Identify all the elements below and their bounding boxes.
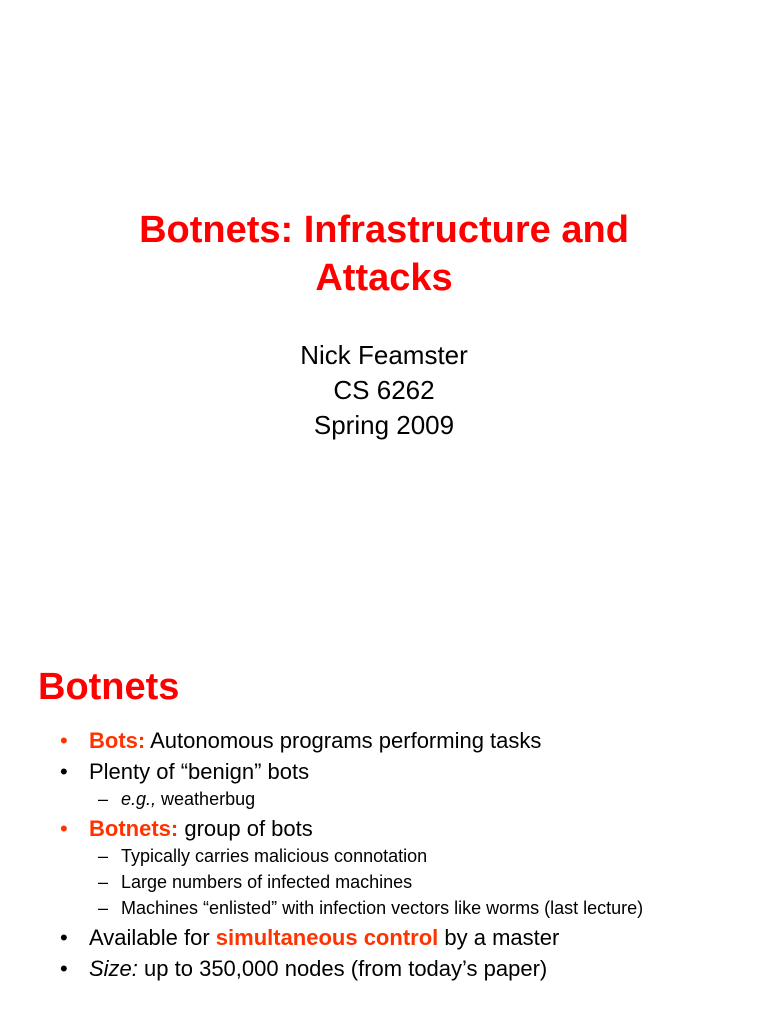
sub-list-item xyxy=(0,897,768,923)
slide-title-line-2: Attacks xyxy=(315,257,453,299)
term-label: Bots: xyxy=(89,728,146,753)
slide-heading: Botnets xyxy=(38,666,180,708)
item-text: weatherbug xyxy=(156,789,256,809)
slide-title xyxy=(0,206,768,302)
list-item xyxy=(0,954,768,985)
dash-icon: – xyxy=(98,898,109,918)
dash-icon: – xyxy=(98,789,109,809)
term: Spring 2009 xyxy=(313,410,455,440)
list-item xyxy=(0,814,768,845)
author-name: Nick Feamster xyxy=(300,340,468,370)
item-italic: Size: xyxy=(89,956,138,981)
list-item xyxy=(0,726,768,757)
item-text: Plenty of “benign” bots xyxy=(89,759,310,784)
item-text: Autonomous programs performing tasks xyxy=(145,728,542,753)
sub-list-item xyxy=(0,871,768,897)
item-text-before: Available for xyxy=(89,925,216,950)
bullet-icon: • xyxy=(60,728,68,753)
item-text: Typically carries malicious connotation xyxy=(121,846,428,866)
item-text: Large numbers of infected machines xyxy=(121,872,413,892)
course-code: CS 6262 xyxy=(333,375,435,405)
term-label: Botnets: xyxy=(89,816,179,841)
sub-list-item xyxy=(0,845,768,871)
bullet-icon: • xyxy=(60,759,68,784)
content-slide xyxy=(0,640,768,1024)
sub-list-item xyxy=(0,788,768,814)
bullet-icon: • xyxy=(60,956,68,981)
item-italic: e.g., xyxy=(121,789,157,809)
item-text: up to 350,000 nodes (from today’s paper) xyxy=(137,956,548,981)
bullet-icon: • xyxy=(60,925,68,950)
dash-icon: – xyxy=(98,872,109,892)
list-item xyxy=(0,757,768,788)
item-text: group of bots xyxy=(178,816,313,841)
bullet-list xyxy=(0,726,768,985)
slide-subtitle xyxy=(0,338,768,443)
bullet-icon: • xyxy=(60,816,68,841)
list-item xyxy=(0,923,768,954)
item-text-after: by a master xyxy=(438,925,560,950)
item-text: Machines “enlisted” with infection vectors like worms (last lecture) xyxy=(121,898,644,918)
slide-title-line-1: Botnets: Infrastructure and xyxy=(139,209,629,251)
dash-icon: – xyxy=(98,846,109,866)
term-label: simultaneous control xyxy=(215,925,439,950)
